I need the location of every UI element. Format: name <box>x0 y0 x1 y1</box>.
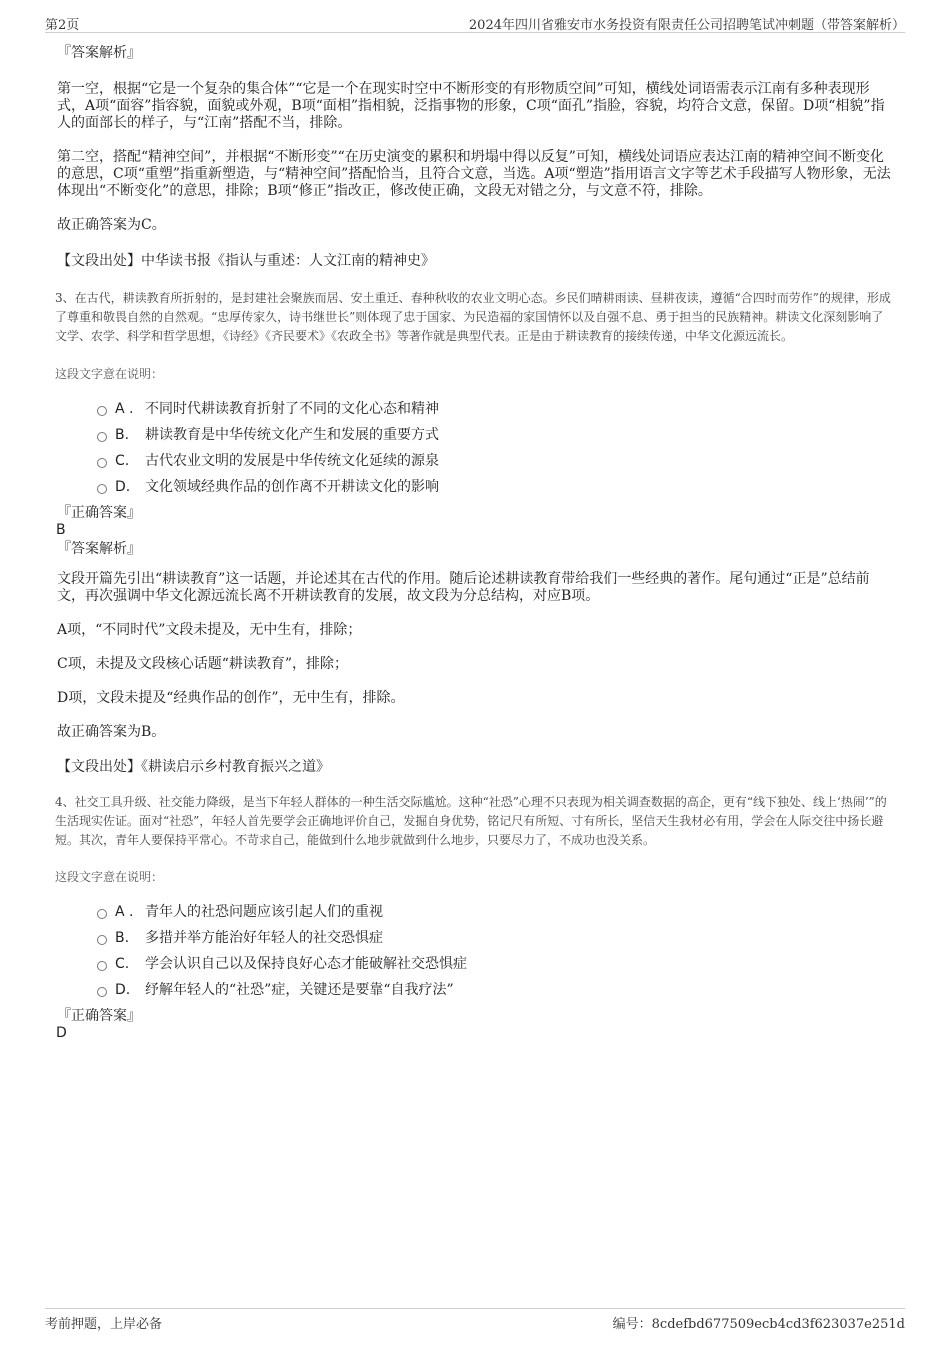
option-text: 学会认识自己以及保持良好心态才能破解社交恐惧症 <box>145 956 467 972</box>
question-4-options <box>97 899 895 1003</box>
question-3-prompt: 这段文字意在说明： <box>55 367 164 381</box>
radio-button[interactable] <box>97 406 107 416</box>
analysis-paragraph: 第二空，搭配“精神空间”，并根据“不断形变”“在历史演变的累积和坍塌中得以反复”可知，横线处词语应表达江南的精神空间不断变化的意思，C项“重塑”指重新塑造，与“精神空间”搭配恰当，且符合文意，当选。A项“塑造”指用语言文字等艺术手段描写人物形象，无法体现出“不断变化”的意思，排除；B项“修正”指改正，修改使正确，文段无对错之分，与文意不符，排除。 <box>57 149 891 199</box>
option-text: 耕读教育是中华传统文化产生和发展的重要方式 <box>145 427 439 443</box>
option-text: 纾解年轻人的“社恐”症，关键还是要靠“自我疗法” <box>145 982 454 998</box>
option-letter: B. <box>115 427 130 443</box>
page-content <box>55 44 895 1041</box>
radio-button[interactable] <box>97 935 107 945</box>
page-footer <box>45 1308 905 1332</box>
option-letter: D. <box>115 479 131 495</box>
option-a[interactable] <box>97 396 895 422</box>
correct-answer: D <box>56 1025 67 1041</box>
analysis-paragraph: 第一空，根据“它是一个复杂的集合体”“它是一个在现实时空中不断形变的有形物质空间”可知，横线处词语需表示江南有多种表现形式，A项“面容”指容貌，面貌或外观，B项“面相”指相貌，泛指事物的形象，C项“面孔”指脸，容貌，均符合文意，保留。D项“相貌”指人的面部长的样子，与“江南”搭配不当，排除。 <box>57 81 885 131</box>
document-title: 2024年四川省雅安市水务投资有限责任公司招聘笔试冲刺题（带答案解析） <box>468 18 905 33</box>
option-text: 青年人的社恐问题应该引起人们的重视 <box>145 904 383 920</box>
option-letter: C. <box>115 453 130 469</box>
question-4-text: 4、社交工具升级、社交能力降级，是当下年轻人群体的一种生活交际尴尬。这种“社恐”心理不只表现为相关调查数据的高企，更有“线下独处、线上‘热闹’”的生活现实佐证。面对“社恐”，年轻人首先要学会正确地评价自己，发掘自身优势，铭记尺有所短、寸有所长，坚信天生我材必有用，学会在人际交往中扬长避短。其次，青年人要保持平常心。不苛求自己，能做到什么地步就做到什么地步，只要尽力了，不成功也没关系。 <box>55 795 887 847</box>
analysis-paragraph: A项，“不同时代”文段未提及，无中生有，排除； <box>57 622 362 638</box>
correct-answer-label: 『正确答案』 <box>57 505 141 521</box>
conclusion: 故正确答案为B。 <box>57 724 166 740</box>
option-d[interactable] <box>97 474 895 500</box>
question-3-text: 3、在古代，耕读教育所折射的，是封建社会聚族而居、安土重迁、春种秋收的农业文明心态。乡民们晴耕雨读、昼耕夜读，遵循“合四时而劳作”的规律，形成了尊重和敬畏自然的自然观。“忠厚传家久，诗书继世长”则体现了忠于国家、为民造福的家国情怀以及自强不息、勇于担当的民族精神。耕读文化深刻影响了文学、农学、科学和哲学思想，《诗经》《齐民要术》《农政全书》等著作就是典型代表。正是由于耕读教育的接续传递，中华文化源远流长。 <box>55 291 891 343</box>
radio-button[interactable] <box>97 909 107 919</box>
radio-button[interactable] <box>97 987 107 997</box>
source-citation: 【文段出处】《耕读启示乡村教育振兴之道》 <box>57 759 330 775</box>
page-header <box>45 12 905 33</box>
analysis-label: 『答案解析』 <box>57 45 141 61</box>
conclusion: 故正确答案为C。 <box>57 217 166 233</box>
option-b[interactable] <box>97 925 895 951</box>
option-text: 多措并举方能治好年轻人的社交恐惧症 <box>145 930 383 946</box>
option-d[interactable] <box>97 977 895 1003</box>
option-text: 不同时代耕读教育折射了不同的文化心态和精神 <box>145 401 439 417</box>
analysis-paragraph: C项，未提及文段核心话题“耕读教育”，排除； <box>57 656 349 672</box>
analysis-paragraph: D项，文段未提及“经典作品的创作”，无中生有，排除。 <box>57 690 405 706</box>
option-c[interactable] <box>97 448 895 474</box>
option-letter: B. <box>115 930 130 946</box>
analysis-label: 『答案解析』 <box>57 541 141 557</box>
page-number: 第2页 <box>45 18 80 33</box>
radio-button[interactable] <box>97 961 107 971</box>
source-citation: 【文段出处】中华读书报《指认与重述：人文江南的精神史》 <box>57 253 435 269</box>
radio-button[interactable] <box>97 458 107 468</box>
analysis-paragraph: 文段开篇先引出“耕读教育”这一话题，并论述其在古代的作用。随后论述耕读教育带给我们一些经典的著作。尾句通过“正是”总结前文，再次强调中华文化源远流长离不开耕读教育的发展，故文段为分总结构，对应B项。 <box>57 571 870 604</box>
option-letter: C. <box>115 956 130 972</box>
option-letter: A . <box>115 401 134 417</box>
option-a[interactable] <box>97 899 895 925</box>
option-letter: D. <box>115 982 131 998</box>
radio-button[interactable] <box>97 484 107 494</box>
option-c[interactable] <box>97 951 895 977</box>
radio-button[interactable] <box>97 432 107 442</box>
option-b[interactable] <box>97 422 895 448</box>
option-text: 文化领域经典作品的创作离不开耕读文化的影响 <box>145 479 439 495</box>
footer-slogan: 考前押题，上岸必备 <box>45 1317 163 1332</box>
document-id: 编号：8cdefbd677509ecb4cd3f623037e251d <box>612 1317 905 1332</box>
question-3-options <box>97 396 895 500</box>
question-4-prompt: 这段文字意在说明： <box>55 870 164 884</box>
correct-answer-label: 『正确答案』 <box>57 1008 141 1024</box>
option-text: 古代农业文明的发展是中华传统文化延续的源泉 <box>145 453 439 469</box>
correct-answer: B <box>56 522 66 538</box>
option-letter: A . <box>115 904 134 920</box>
